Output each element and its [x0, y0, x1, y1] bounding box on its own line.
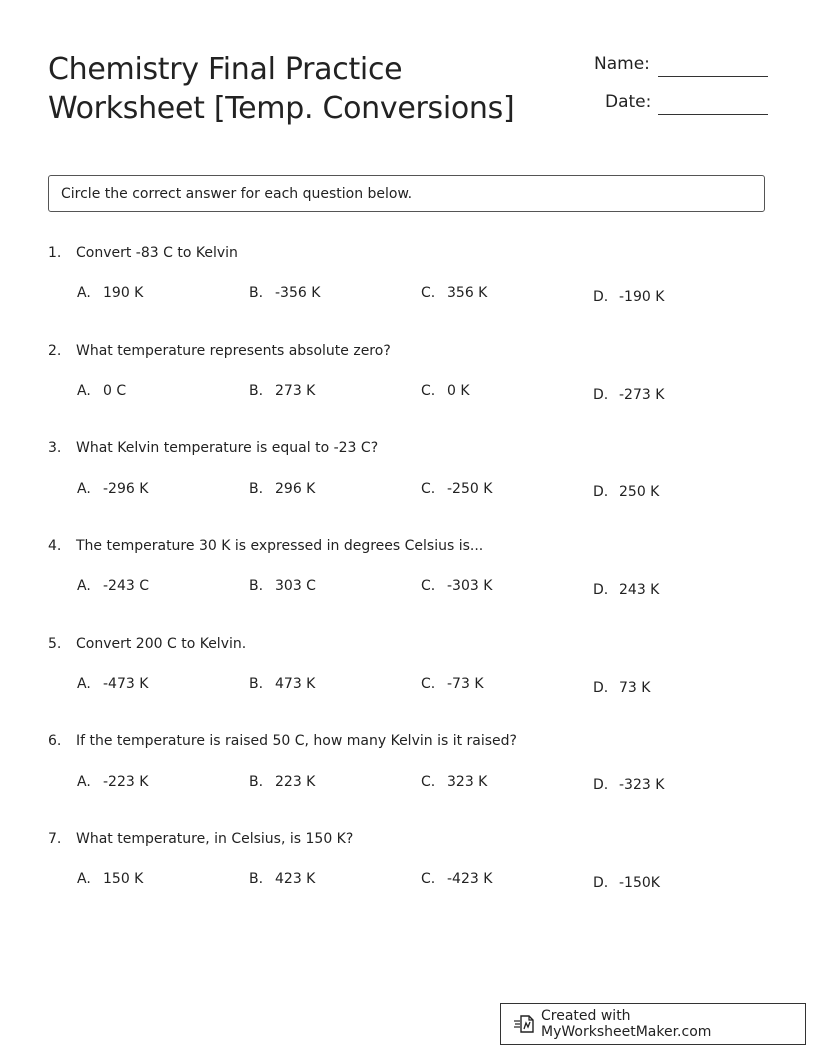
- question-text: What temperature, in Celsius, is 150 K?: [76, 831, 354, 847]
- option-text: -473 K: [103, 676, 149, 692]
- option-text: 190 K: [103, 285, 144, 301]
- instructions-text: Circle the correct answer for each question below.: [61, 186, 413, 202]
- option-text: 150 K: [103, 871, 144, 887]
- question-6: [48, 733, 788, 813]
- option-letter: B.: [249, 871, 264, 887]
- option-text: -323 K: [619, 777, 665, 793]
- option-text: 0 C: [103, 383, 127, 399]
- question-number: 2.: [48, 343, 62, 359]
- option-text: 73 K: [619, 680, 651, 696]
- option-text: -243 C: [103, 578, 149, 594]
- option-b[interactable]: [249, 774, 315, 790]
- option-text: -356 K: [275, 285, 321, 301]
- question-number: 1.: [48, 245, 62, 261]
- option-letter: A.: [77, 871, 91, 887]
- option-text: 0 K: [447, 383, 470, 399]
- option-text: -223 K: [103, 774, 149, 790]
- option-letter: C.: [421, 578, 436, 594]
- question-text: Convert -83 C to Kelvin: [76, 245, 238, 261]
- option-letter: B.: [249, 285, 264, 301]
- option-d[interactable]: [593, 875, 660, 891]
- option-text: 423 K: [275, 871, 316, 887]
- worksheet-maker-logo-icon: [513, 1013, 535, 1035]
- option-a[interactable]: [77, 383, 126, 399]
- option-letter: B.: [249, 481, 264, 497]
- option-text: -250 K: [447, 481, 493, 497]
- option-text: 303 C: [275, 578, 316, 594]
- option-text: 223 K: [275, 774, 316, 790]
- option-letter: A.: [77, 676, 91, 692]
- option-text: -296 K: [103, 481, 149, 497]
- option-text: 250 K: [619, 484, 660, 500]
- option-text: -303 K: [447, 578, 493, 594]
- option-letter: C.: [421, 481, 436, 497]
- question-number: 5.: [48, 636, 62, 652]
- name-label: Name:: [594, 54, 650, 74]
- option-b[interactable]: [249, 871, 315, 887]
- date-line[interactable]: [658, 114, 768, 115]
- option-letter: D.: [593, 387, 609, 403]
- question-2: [48, 343, 788, 423]
- option-letter: D.: [593, 680, 609, 696]
- option-a[interactable]: [77, 871, 143, 887]
- option-a[interactable]: [77, 285, 143, 301]
- option-letter: C.: [421, 383, 436, 399]
- question-text: What Kelvin temperature is equal to -23 C?: [76, 440, 379, 456]
- option-d[interactable]: [593, 289, 664, 305]
- option-c[interactable]: [421, 481, 492, 497]
- option-text: -273 K: [619, 387, 665, 403]
- option-letter: C.: [421, 676, 436, 692]
- option-letter: B.: [249, 676, 264, 692]
- option-a[interactable]: [77, 774, 148, 790]
- option-text: -423 K: [447, 871, 493, 887]
- option-d[interactable]: [593, 680, 650, 696]
- option-text: 323 K: [447, 774, 488, 790]
- question-number: 7.: [48, 831, 62, 847]
- option-text: 243 K: [619, 582, 660, 598]
- question-4: [48, 538, 788, 618]
- option-b[interactable]: [249, 481, 315, 497]
- footer-credit-text: Created with MyWorksheetMaker.com: [541, 1008, 712, 1040]
- option-letter: D.: [593, 875, 609, 891]
- option-letter: B.: [249, 383, 264, 399]
- option-letter: A.: [77, 285, 91, 301]
- option-text: -73 K: [447, 676, 484, 692]
- title-line-2: Worksheet [Temp. Conversions]: [48, 91, 515, 126]
- option-letter: A.: [77, 383, 91, 399]
- option-d[interactable]: [593, 484, 659, 500]
- option-c[interactable]: [421, 774, 487, 790]
- option-c[interactable]: [421, 871, 492, 887]
- option-text: -150K: [619, 875, 660, 891]
- footer-credit[interactable]: [500, 1003, 806, 1045]
- option-d[interactable]: [593, 387, 664, 403]
- option-a[interactable]: [77, 481, 148, 497]
- option-b[interactable]: [249, 676, 315, 692]
- option-letter: D.: [593, 582, 609, 598]
- question-5: [48, 636, 788, 716]
- option-text: -190 K: [619, 289, 665, 305]
- option-text: 273 K: [275, 383, 316, 399]
- option-letter: C.: [421, 871, 436, 887]
- option-c[interactable]: [421, 285, 487, 301]
- option-text: 296 K: [275, 481, 316, 497]
- question-text: What temperature represents absolute zero?: [76, 343, 391, 359]
- option-text: 356 K: [447, 285, 488, 301]
- option-letter: A.: [77, 774, 91, 790]
- worksheet-title: [48, 50, 568, 128]
- title-line-1: Chemistry Final Practice: [48, 52, 403, 87]
- name-line[interactable]: [658, 76, 768, 77]
- question-text: Convert 200 C to Kelvin.: [76, 636, 247, 652]
- option-d[interactable]: [593, 582, 659, 598]
- option-letter: B.: [249, 774, 264, 790]
- question-7: [48, 831, 788, 911]
- question-text: The temperature 30 K is expressed in degrees Celsius is...: [76, 538, 484, 554]
- option-b[interactable]: [249, 285, 320, 301]
- option-c[interactable]: [421, 676, 484, 692]
- option-b[interactable]: [249, 383, 315, 399]
- option-letter: D.: [593, 289, 609, 305]
- option-letter: D.: [593, 777, 609, 793]
- option-d[interactable]: [593, 777, 664, 793]
- date-label: Date:: [605, 92, 652, 112]
- question-3: [48, 440, 788, 520]
- option-text: 473 K: [275, 676, 316, 692]
- question-1: [48, 245, 788, 325]
- option-b[interactable]: [249, 578, 316, 594]
- option-c[interactable]: [421, 578, 492, 594]
- option-letter: A.: [77, 578, 91, 594]
- option-letter: C.: [421, 285, 436, 301]
- option-letter: B.: [249, 578, 264, 594]
- option-letter: D.: [593, 484, 609, 500]
- question-number: 4.: [48, 538, 62, 554]
- option-c[interactable]: [421, 383, 470, 399]
- question-number: 3.: [48, 440, 62, 456]
- option-a[interactable]: [77, 578, 149, 594]
- instructions-box: [48, 175, 765, 212]
- option-letter: A.: [77, 481, 91, 497]
- question-text: If the temperature is raised 50 C, how many Kelvin is it raised?: [76, 733, 517, 749]
- option-letter: C.: [421, 774, 436, 790]
- option-a[interactable]: [77, 676, 148, 692]
- question-number: 6.: [48, 733, 62, 749]
